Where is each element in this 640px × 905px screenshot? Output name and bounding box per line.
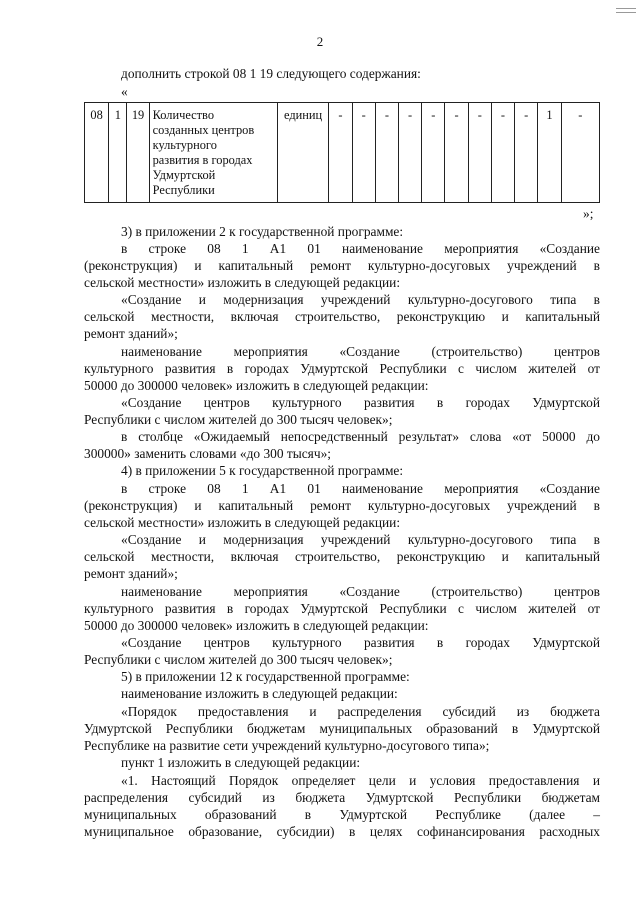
body-line: «Создание и модернизация учреждений культурно-досугового типа в [121, 292, 600, 307]
body-line: муниципальное образование, субсидии) в целях софинансирования расходных [84, 824, 600, 839]
indicator-name-line: созданных центров [152, 123, 255, 137]
indicator-table [84, 102, 600, 203]
page-number: 2 [316, 34, 324, 49]
indicator-name-line: развития в городах [152, 153, 253, 167]
code-cell: 19 [127, 103, 149, 203]
body-line: наименование мероприятия «Создание (строительство) центров [121, 344, 600, 359]
body-line: Республики с числом жителей до 300 тысяч человек»; [84, 412, 393, 427]
body-line: 50000 до 300000 человек» изложить в следующей редакции: [84, 618, 429, 633]
body-line: 5) в приложении 12 к государственной программе: [121, 669, 410, 684]
body-line: сельской местности» изложить в следующей редакции: [84, 275, 401, 290]
body-line: ремонт зданий»; [84, 566, 178, 581]
indicator-name-cell [149, 103, 277, 203]
body-line: в строке 08 1 А1 01 наименование мероприятия «Создание [121, 481, 600, 496]
body-line: (реконструкция) и капитальный ремонт культурно-досуговых учреждений в [84, 258, 600, 273]
intro-line: дополнить строкой 08 1 19 следующего содержания: [121, 66, 421, 81]
body-line: распределения субсидий из бюджета Удмуртской Республики бюджетам [84, 790, 600, 805]
indicator-name-line: Количество [152, 108, 215, 122]
body-line: Удмуртской Республики бюджетам муниципальных образований в Удмуртской [84, 721, 600, 736]
indicator-name-line: Удмуртской [152, 168, 216, 182]
body-line: «Создание и модернизация учреждений культурно-досугового типа в [121, 532, 600, 547]
body-line: в строке 08 1 А1 01 наименование мероприятия «Создание [121, 241, 600, 256]
body-line: сельской местности, включая строительство, реконструкцию и капитальный [84, 309, 600, 324]
value-cell: - [515, 103, 538, 203]
body-line: сельской местности» изложить в следующей редакции: [84, 515, 401, 530]
value-cell: - [375, 103, 398, 203]
body-line: культурного развития в городах Удмуртской Республики с числом жителей от [84, 601, 600, 616]
body-line: Республике на развитие сети учреждений культурно-досугового типа»; [84, 738, 490, 753]
open-quote: « [121, 84, 128, 99]
body-line: ремонт зданий»; [84, 326, 178, 341]
body-line: культурного развития в городах Удмуртской Республики с числом жителей от [84, 361, 600, 376]
value-cell: - [561, 103, 599, 203]
value-cell: - [399, 103, 422, 203]
value-cell: - [329, 103, 352, 203]
body-line: 300000» заменить словами «до 300 тысяч»; [84, 446, 331, 461]
indicator-name-line: культурного [152, 138, 217, 152]
code-cell: 1 [109, 103, 127, 203]
body-line: «Порядок предоставления и распределения субсидий из бюджета [121, 704, 600, 719]
unit-cell: единиц [277, 103, 329, 203]
body-line: наименование изложить в следующей редакции: [121, 686, 398, 701]
body-line: наименование мероприятия «Создание (строительство) центров [121, 584, 600, 599]
body-line: муниципальных образований в Удмуртской Республике (далее – [84, 807, 600, 822]
body-line: 50000 до 300000 человек» изложить в следующей редакции: [84, 378, 429, 393]
code-cell: 08 [85, 103, 109, 203]
value-cell: - [422, 103, 445, 203]
close-quote: »; [583, 206, 594, 221]
body-line: Республики с числом жителей до 300 тысяч человек»; [84, 652, 393, 667]
value-cell: - [491, 103, 514, 203]
body-line: пункт 1 изложить в следующей редакции: [121, 755, 361, 770]
body-line: «Создание центров культурного развития в городах Удмуртской [121, 635, 600, 650]
scan-corner-mark [616, 8, 636, 13]
value-cell: 1 [538, 103, 561, 203]
body-line: «1. Настоящий Порядок определяет цели и условия предоставления и [121, 773, 600, 788]
body-line: (реконструкция) и капитальный ремонт культурно-досуговых учреждений в [84, 498, 600, 513]
table-row [85, 103, 600, 203]
value-cell: - [445, 103, 468, 203]
body-line: сельской местности, включая строительство, реконструкцию и капитальный [84, 549, 600, 564]
body-line: 3) в приложении 2 к государственной программе: [121, 224, 404, 239]
value-cell: - [468, 103, 491, 203]
body-line: в столбце «Ожидаемый непосредственный результат» слова «от 50000 до [121, 429, 600, 444]
body-line: 4) в приложении 5 к государственной программе: [121, 463, 404, 478]
indicator-name-line: Республики [152, 183, 215, 197]
value-cell: - [352, 103, 375, 203]
body-line: «Создание центров культурного развития в городах Удмуртской [121, 395, 600, 410]
